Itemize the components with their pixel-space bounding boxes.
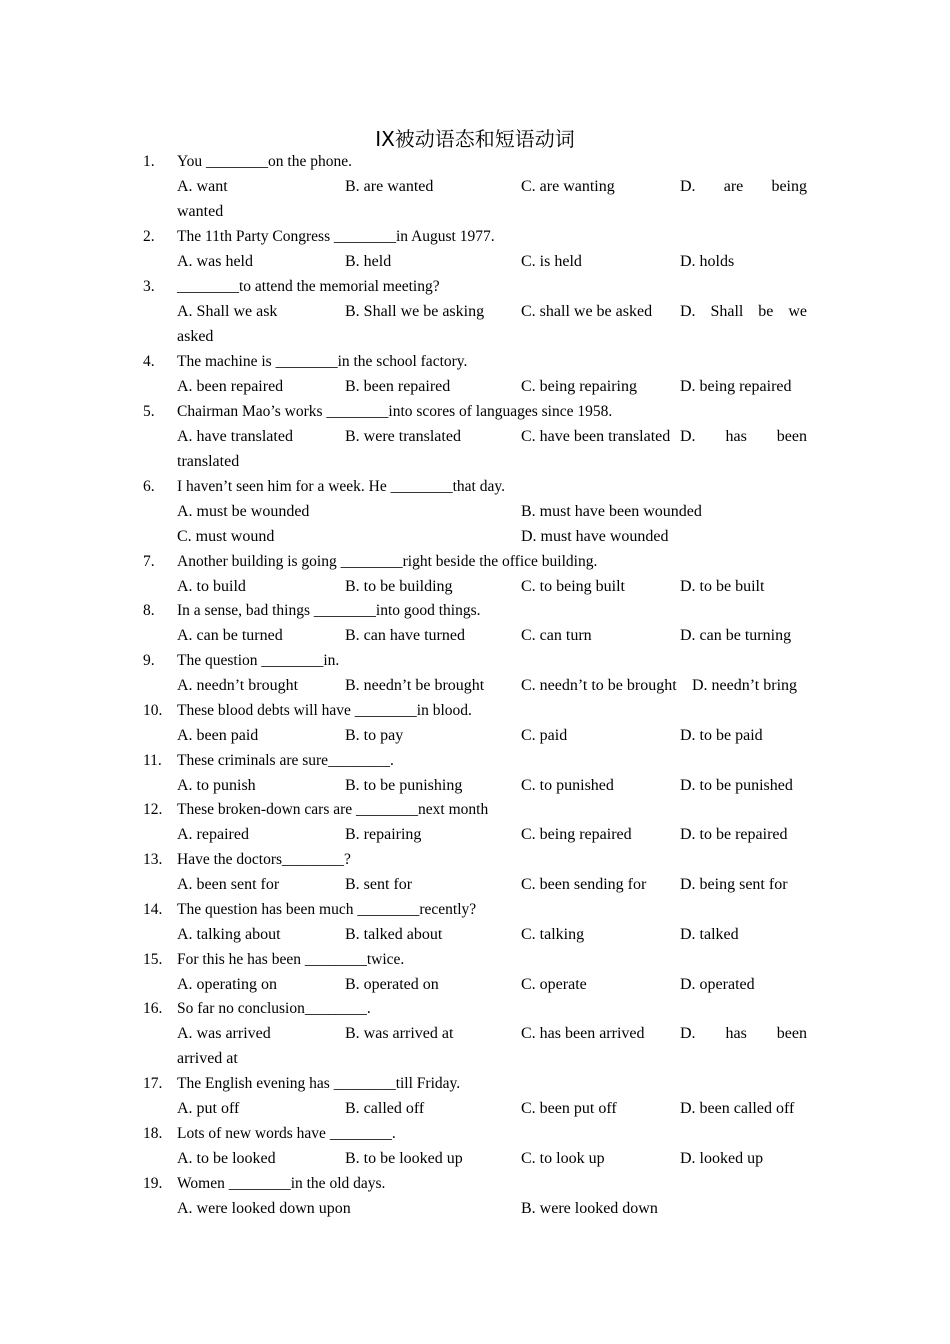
option-b: B. operated on: [345, 976, 439, 993]
option-c: C. paid: [521, 727, 568, 744]
option-b: B. Shall we be asking: [345, 303, 485, 320]
question-10: [143, 698, 813, 748]
option-c: C. can turn: [521, 627, 592, 644]
option-a: A. can be turned: [177, 627, 283, 644]
option-a: A. been repaired: [177, 378, 284, 395]
option-a: A. must be wounded: [177, 503, 310, 520]
option-d-continued: arrived at: [177, 1050, 238, 1067]
question-5: [143, 399, 813, 474]
question-stem: Lots of new words have ________.: [177, 1125, 396, 1142]
option-d-continued: asked: [177, 328, 214, 345]
option-a: A. operating on: [177, 976, 277, 993]
option-a: A. talking about: [177, 926, 281, 943]
question-number: 9.: [143, 652, 155, 669]
option-b: B. called off: [345, 1100, 425, 1117]
option-b: B. were looked down: [521, 1200, 658, 1217]
option-a: A. to be looked: [177, 1150, 276, 1167]
option-a: A. put off: [177, 1100, 240, 1117]
question-stem: These criminals are sure________.: [177, 752, 394, 769]
question-3: [143, 274, 813, 349]
question-14: [143, 897, 813, 947]
option-a: A. needn’t brought: [177, 677, 299, 694]
option-b: B. was arrived at: [345, 1025, 454, 1042]
option-a: A. been sent for: [177, 876, 280, 893]
question-4: [143, 349, 813, 399]
question-6: [143, 474, 813, 549]
question-15: [143, 947, 813, 997]
option-d-continued: wanted: [177, 203, 224, 220]
question-number: 16.: [143, 1000, 163, 1017]
question-number: 10.: [143, 702, 163, 719]
option-a: A. was held: [177, 253, 253, 270]
option-a: A. have translated: [177, 428, 293, 445]
option-c: C. talking: [521, 926, 585, 943]
option-b: B. to pay: [345, 727, 404, 744]
option-c: C. to punished: [521, 777, 614, 794]
question-16: [143, 996, 813, 1071]
question-number: 4.: [143, 353, 155, 370]
option-d: D. to be built: [680, 578, 765, 595]
question-number: 1.: [143, 153, 155, 170]
question-stem: The machine is ________in the school factory.: [177, 353, 468, 370]
question-number: 15.: [143, 951, 163, 968]
question-stem: You ________on the phone.: [177, 153, 352, 170]
option-c: C. been put off: [521, 1100, 617, 1117]
question-number: 14.: [143, 901, 163, 918]
option-b: B. to be punishing: [345, 777, 463, 794]
question-stem: In a sense, bad things ________into good things.: [177, 602, 481, 619]
option-b: B. to be building: [345, 578, 453, 595]
option-d: D. holds: [680, 253, 735, 270]
option-b: B. needn’t be brought: [345, 677, 485, 694]
question-stem: Chairman Mao’s works ________into scores of languages since 1958.: [177, 403, 613, 420]
question-stem: Another building is going ________right beside the office building.: [177, 553, 598, 570]
question-1: [143, 149, 813, 224]
question-number: 18.: [143, 1125, 163, 1142]
option-d: D. to be repaired: [680, 826, 788, 843]
question-13: [143, 847, 813, 897]
option-b: B. can have turned: [345, 627, 465, 644]
option-d: D. Shall be we: [680, 303, 807, 320]
question-stem: The English evening has ________till Friday.: [177, 1075, 461, 1092]
option-c: C. shall we be asked: [521, 303, 653, 320]
question-stem: The question has been much ________recently?: [177, 901, 477, 918]
option-d: D. has been: [680, 428, 807, 445]
question-number: 6.: [143, 478, 155, 495]
option-a: A. was arrived: [177, 1025, 271, 1042]
question-number: 11.: [143, 752, 162, 769]
option-b: B. were translated: [345, 428, 461, 445]
option-b: B. to be looked up: [345, 1150, 463, 1167]
option-c: C. has been arrived: [521, 1025, 645, 1042]
question-stem: So far no conclusion________.: [177, 1000, 371, 1017]
question-stem: The 11th Party Congress ________in August 1977.: [177, 228, 495, 245]
option-b: B. held: [345, 253, 392, 270]
option-d: D. to be punished: [680, 777, 793, 794]
option-d-continued: translated: [177, 453, 240, 470]
question-number: 13.: [143, 851, 163, 868]
option-d: D. are being: [680, 178, 807, 195]
option-a: A. want: [177, 178, 228, 195]
option-b: B. are wanted: [345, 178, 434, 195]
option-b: B. talked about: [345, 926, 443, 943]
option-a: A. repaired: [177, 826, 249, 843]
option-b: B. been repaired: [345, 378, 451, 395]
option-d: D. talked: [680, 926, 739, 943]
question-18: [143, 1121, 813, 1171]
question-number: 12.: [143, 801, 163, 818]
option-c: C. operate: [521, 976, 587, 993]
question-number: 8.: [143, 602, 155, 619]
question-number: 19.: [143, 1175, 163, 1192]
option-d: D. can be turning: [680, 627, 792, 644]
option-d: D. must have wounded: [521, 528, 669, 545]
option-d: D. needn’t bring: [692, 677, 798, 694]
option-d: D. being sent for: [680, 876, 788, 893]
option-c: C. are wanting: [521, 178, 615, 195]
option-d: D. being repaired: [680, 378, 792, 395]
question-stem: I haven’t seen him for a week. He ________that day.: [177, 478, 505, 495]
question-stem: For this he has been ________twice.: [177, 951, 405, 968]
question-stem: Have the doctors________?: [177, 851, 351, 868]
option-a: A. were looked down upon: [177, 1200, 351, 1217]
option-c: C. have been translated: [521, 428, 671, 445]
option-b: B. sent for: [345, 876, 413, 893]
question-stem: The question ________in.: [177, 652, 340, 669]
option-c: C. been sending for: [521, 876, 647, 893]
option-a: A. to build: [177, 578, 246, 595]
option-c: C. to being built: [521, 578, 625, 595]
option-c: C. to look up: [521, 1150, 605, 1167]
option-c: C. being repaired: [521, 826, 632, 843]
question-number: 2.: [143, 228, 155, 245]
option-b: B. must have been wounded: [521, 503, 702, 520]
question-11: [143, 748, 813, 798]
question-stem: These blood debts will have ________in blood.: [177, 702, 472, 719]
question-9: [143, 648, 813, 698]
option-d: D. to be paid: [680, 727, 763, 744]
option-a: A. to punish: [177, 777, 256, 794]
question-stem: ________to attend the memorial meeting?: [177, 278, 440, 295]
question-19: [143, 1171, 813, 1221]
question-8: [143, 598, 813, 648]
option-d: D. looked up: [680, 1150, 764, 1167]
option-c: C. being repairing: [521, 378, 637, 395]
option-d: D. operated: [680, 976, 755, 993]
option-c: C. is held: [521, 253, 582, 270]
question-number: 3.: [143, 278, 155, 295]
page-title: IX被动语态和短语动词: [375, 127, 575, 151]
option-b: B. repairing: [345, 826, 422, 843]
option-d: D. has been: [680, 1025, 807, 1042]
question-stem: These broken-down cars are ________next month: [177, 801, 489, 818]
question-12: [143, 797, 813, 847]
option-a: A. been paid: [177, 727, 259, 744]
question-number: 5.: [143, 403, 155, 420]
question-17: [143, 1071, 813, 1121]
question-2: [143, 224, 813, 274]
option-c: C. must wound: [177, 528, 275, 545]
question-number: 7.: [143, 553, 155, 570]
question-7: [143, 549, 813, 599]
option-d: D. been called off: [680, 1100, 795, 1117]
question-number: 17.: [143, 1075, 163, 1092]
option-c: C. needn’t to be brought: [521, 677, 677, 694]
question-stem: Women ________in the old days.: [177, 1175, 386, 1192]
option-a: A. Shall we ask: [177, 303, 278, 320]
